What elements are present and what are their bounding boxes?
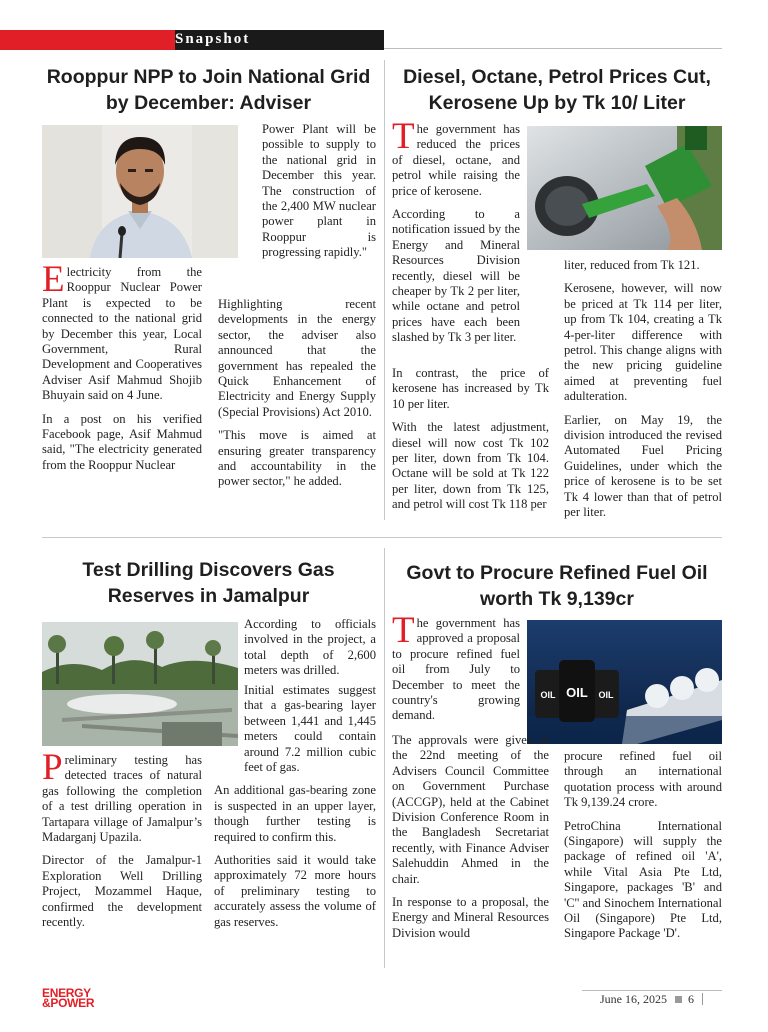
paragraph: Initial estimates suggest that a gas-bearing layer between 1,441 and 1,445 meters could contain around 7.2 million cubic feet of gas. (244, 683, 376, 775)
article-fuel-oil-col2 (564, 749, 722, 950)
logo-line-1: ENERGY (42, 986, 91, 1000)
article-rooppur-col1 (42, 259, 202, 525)
paragraph: Kerosene, however, will now be priced at Tk 114 per liter, up from Tk 104, creating a Tk 4-per-liter difference with petrol. This change aligns with the new pricing guideline aimed at preventing fuel adulteration. (564, 281, 722, 404)
paragraph: he government has reduced the prices of diesel, octane, and petrol while raising the price of kerosene. (392, 122, 520, 198)
paragraph: With the latest adjustment, diesel will now cost Tk 102 per liter, down from Tk 104. Octane will be sold at Tk 122 per liter, down from Tk 125, and petrol will cost Tk 118 per (392, 420, 549, 512)
dropcap-t: T (392, 116, 415, 157)
paragraph: Power Plant will be possible to supply to the national grid in December this year. The construction of the 2,400 MW nuclear power plant in Rooppur is progressing rapidly." (262, 122, 376, 260)
paragraph: In response to a proposal, the Energy and Mineral Resources Division would (392, 895, 549, 940)
issue-date: June 16, 2025 (600, 992, 667, 1006)
article-fuel-oil-col1b (392, 733, 549, 949)
paragraph: Authorities said it would take approximately 72 more hours of preliminary testing to accurately assess the volume of gas reserves. (214, 853, 376, 929)
paragraph: "This move is aimed at ensuring greater transparency and accountability in the power sector," he added. (218, 428, 376, 489)
page-footer (600, 992, 703, 1007)
footer-rule (582, 990, 722, 991)
barrel-label-center: OIL (566, 685, 588, 700)
paragraph: In a post on his verified Facebook page, Asif Mahmud said, "The electricity generated from the Rooppur Nuclear (42, 411, 202, 472)
article-title-rooppur: Rooppur NPP to Join National Grid by December: Adviser (46, 66, 371, 114)
paragraph: In contrast, the price of kerosene has increased by Tk 10 per liter. (392, 366, 549, 411)
barrel-label-right: OIL (598, 690, 614, 700)
article-jamalpur-col2a (244, 617, 376, 687)
article-rooppur-col2a (262, 122, 376, 261)
paragraph: reliminary testing has detected traces of natural gas following the completion of a test drilling operation in Tartapara village of Jamalpur’s Madarganj Upazila. (42, 753, 202, 845)
article-fuel-oil-col1a (392, 610, 520, 732)
header-rule (384, 48, 722, 49)
article-title-fuel-oil: Govt to Procure Refined Fuel Oil worth Tk 9,139cr (406, 562, 708, 610)
photo-of-drilling-site (42, 622, 238, 746)
paragraph: The approvals were given at the 22nd meeting of the Advisers Council Committee on Government Purchase (ACCGP), held at the Cabinet Division Conference Room in the Bangladesh Secretariat recently, with Finance Adviser Salehuddin Ahmed in the chair. (392, 733, 549, 886)
publication-logo (42, 988, 94, 1008)
paragraph: Director of the Jamalpur-1 Exploration Well Drilling Project, Mozammel Haque, confirmed the development recently. (42, 853, 202, 930)
photo-of-fuel-nozzle (527, 126, 722, 250)
article-title-fuel-prices: Diesel, Octane, Petrol Prices Cut, Kerosene Up by Tk 10/ Liter (403, 66, 711, 114)
logo-line-2: &POWER (42, 996, 95, 1010)
paragraph: Earlier, on May 19, the division introduced the revised Automated Fuel Pricing Guidelines, under which the price of kerosene is to be set Tk 4 lower than that of petrol per liter. (564, 412, 722, 520)
photo-of-oil-barrels-and-tanker (527, 620, 722, 744)
article-fuel-col1b (392, 254, 549, 521)
paragraph: Highlighting recent developments in the energy sector, the adviser also announced that the government has repealed the Quick Enhancement of Electricity and Energy Supply (Special Provisions) Act 2010. (218, 297, 376, 419)
article-jamalpur-col1 (42, 747, 202, 938)
article-rooppur-col2b (218, 297, 376, 498)
section-title: Snapshot (175, 31, 251, 47)
dropcap-e: E (42, 259, 65, 300)
article-jamalpur-col2b (214, 683, 376, 938)
square-icon (675, 996, 682, 1003)
section-header-bar (0, 30, 384, 50)
article-title-jamalpur: Test Drilling Discovers Gas Reserves in Jamalpur (82, 559, 335, 607)
paragraph: PetroChina International (Singapore) will supply the package of refined oil 'A', while Vital Asia Pte Ltd, Singapore, packages 'B' and 'C'' and Sinochem International Oil (Singapore) Pte Ltd, Singapore Package 'D'. (564, 818, 722, 941)
article-fuel-col2 (564, 258, 722, 529)
paragraph: procure refined fuel oil through an international quotation process with around Tk 9,139.24 crore. (564, 749, 722, 810)
photo-of-adviser (42, 125, 238, 258)
barrel-label-left: OIL (540, 690, 556, 700)
page-number: 6 (688, 992, 694, 1006)
paragraph: According to a notification issued by the Energy and Mineral Resources Division recently, diesel will be cheaper by Tk 2 per liter, while octane and petrol prices have each been slashed by Tk 3 per liter. (392, 207, 520, 345)
paragraph: An additional gas-bearing zone is suspected in an upper layer, though further testing is required to confirm this. (214, 783, 376, 844)
paragraph: he government has approved a proposal to procure refined fuel oil from July to December to meet the country's growing demand. (392, 616, 520, 723)
section-header-accent (0, 30, 175, 50)
row-divider (42, 537, 722, 538)
column-divider-top (384, 60, 385, 520)
column-divider-bottom (384, 548, 385, 968)
paragraph: lectricity from the Rooppur Nuclear Power Plant is expected to be connected to the national grid by December this year, Local Government, Rural Development and Cooperatives Adviser Asif Mahmud Shojib Bhuyain said on 4 June. (42, 265, 202, 403)
paragraph: According to officials involved in the project, a total depth of 2,600 meters was drilled. (244, 617, 376, 678)
dropcap-p: P (42, 747, 63, 788)
dropcap-t: T (392, 610, 415, 651)
footer-separator (702, 993, 703, 1005)
paragraph: liter, reduced from Tk 121. (564, 258, 700, 272)
